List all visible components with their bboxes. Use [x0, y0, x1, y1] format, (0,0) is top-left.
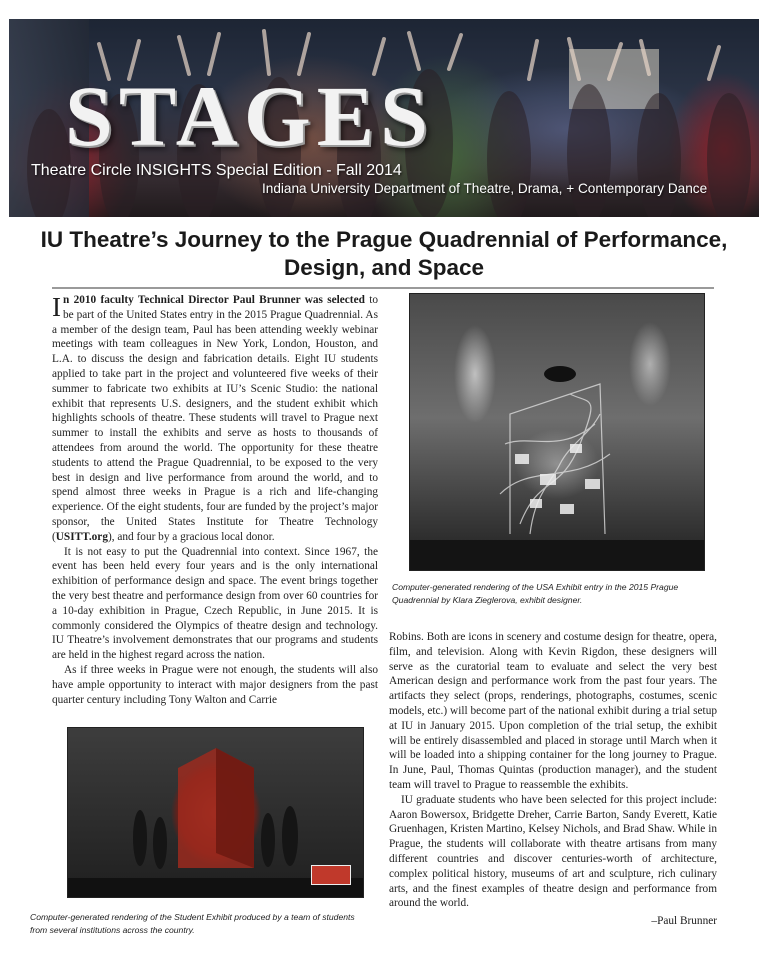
- paragraph-intro-end: ), and four by a gracious local donor.: [107, 530, 275, 543]
- masthead-banner-photo: [9, 19, 759, 217]
- headline-divider: [52, 287, 714, 289]
- usa-exhibit-structure-drawing: [410, 294, 704, 570]
- article-column-left: [52, 293, 378, 707]
- student-exhibit-caption: Computer-generated rendering of the Student Exhibit produced by a team of students from several institutions across the country.: [30, 912, 355, 935]
- paragraph-intro: [52, 293, 378, 545]
- student-exhibit-rendering: [67, 727, 364, 898]
- article-column-right: [389, 630, 717, 927]
- masthead-title: STAGES: [65, 68, 434, 164]
- exhibit-logo-badge: [311, 865, 351, 885]
- edition-line: Theatre Circle INSIGHTS Special Edition - Fall 2014: [31, 162, 402, 179]
- usa-exhibit-caption: Computer-generated rendering of the USA Exhibit entry in the 2015 Prague Quadrennial by Klara Zieglerova, exhibit designer.: [392, 582, 679, 605]
- paragraph-students: IU graduate students who have been selected for this project include: Aaron Bowersox, Bridgette Dreher, Carrie Barton, Sandy Everett, Katie Gruenhagen, Kristen Martino, Kelsey Nichols, and Brad Shaw. While in Prague, the students will collaborate with theatre artisans from many different countries and discover centuries-worth of architecture, complex political history, museums of art and sculpture, rich culinary arts, and the finest examples of theatre design and performance from around the world.: [389, 793, 717, 910]
- paragraph-curators: Robins. Both are icons in scenery and costume design for theatre, opera, film, and television. Along with Kevin Rigdon, these designers will serve as the curatorial team to evaluate and select the very best American design and performance work from the past four years. The artifacts they select (props, renderings, photographs, costumes, scenic models, etc.) will become part of the national exhibit during a trial setup at IU in January 2015. Upon completion of the trial setup, the exhibit will be entirely disassembled and placed in storage until March when it will be loaded into a shipping container for the long journey to Prague. In June, Paul, Thomas Quintas (production manager), and the student team will travel to Prague to reassemble the exhibits.: [389, 631, 717, 791]
- paragraph-intro-body: to be part of the United States entry in the 2015 Prague Quadrennial. As a member of the design team, Paul has been attending weekly webinar meetings with team colleagues in New York, London, Houston, and L.A. to discuss the design and fabrication details. Eight IU students applied to take part in the project and volunteered five weeks of their summer to fabricate two exhibits at IU’s Scenic Studio: the national exhibit that represents U.S. designers, and the student exhibit which highlights schools of theatre. These students will travel to Prague next summer to install the exhibits and serve as hosts to thousands of attendees from around the world. The opportunity for these theatre students to attend the Prague Quadrennial, to be exposed to the very best in design and live performance from around the world, and to spend almost three weeks in Prague is a rich and life-changing experience. Of the eight students, four are funded by the project’s major sponsor, the United States Institute for Theatre Technology (: [52, 294, 378, 543]
- lead-in: n 2010 faculty Technical Director Paul Brunner was selected: [63, 294, 365, 306]
- author-signoff: –Paul Brunner: [651, 915, 717, 928]
- department-line: Indiana University Department of Theatre, Drama, + Contemporary Dance: [262, 181, 708, 196]
- drop-cap: I: [52, 292, 61, 322]
- paragraph-context: It is not easy to put the Quadrennial into context. Since 1967, the event has been held every four years and is the only international exhibition of performance design and space. The event brings together the very best theatre and performance design from over 60 countries for a 10-day exhibition in Prague, Czech Republic, in June 2015. It is commonly considered the Olympics of theatre design and technology. IU Theatre’s involvement demonstrates that our programs and students are held in the highest regard across the nation.: [52, 545, 378, 662]
- article-headline: IU Theatre’s Journey to the Prague Quadrennial of Performance, Design, and Space: [40, 227, 728, 280]
- paragraph-designers: As if three weeks in Prague were not enough, the students will also have ample opportunity to interact with major designers from the past quarter century including Tony Walton and Carrie: [52, 663, 378, 706]
- usitt-link-text: USITT.org: [55, 530, 108, 543]
- usa-exhibit-rendering: [409, 293, 705, 571]
